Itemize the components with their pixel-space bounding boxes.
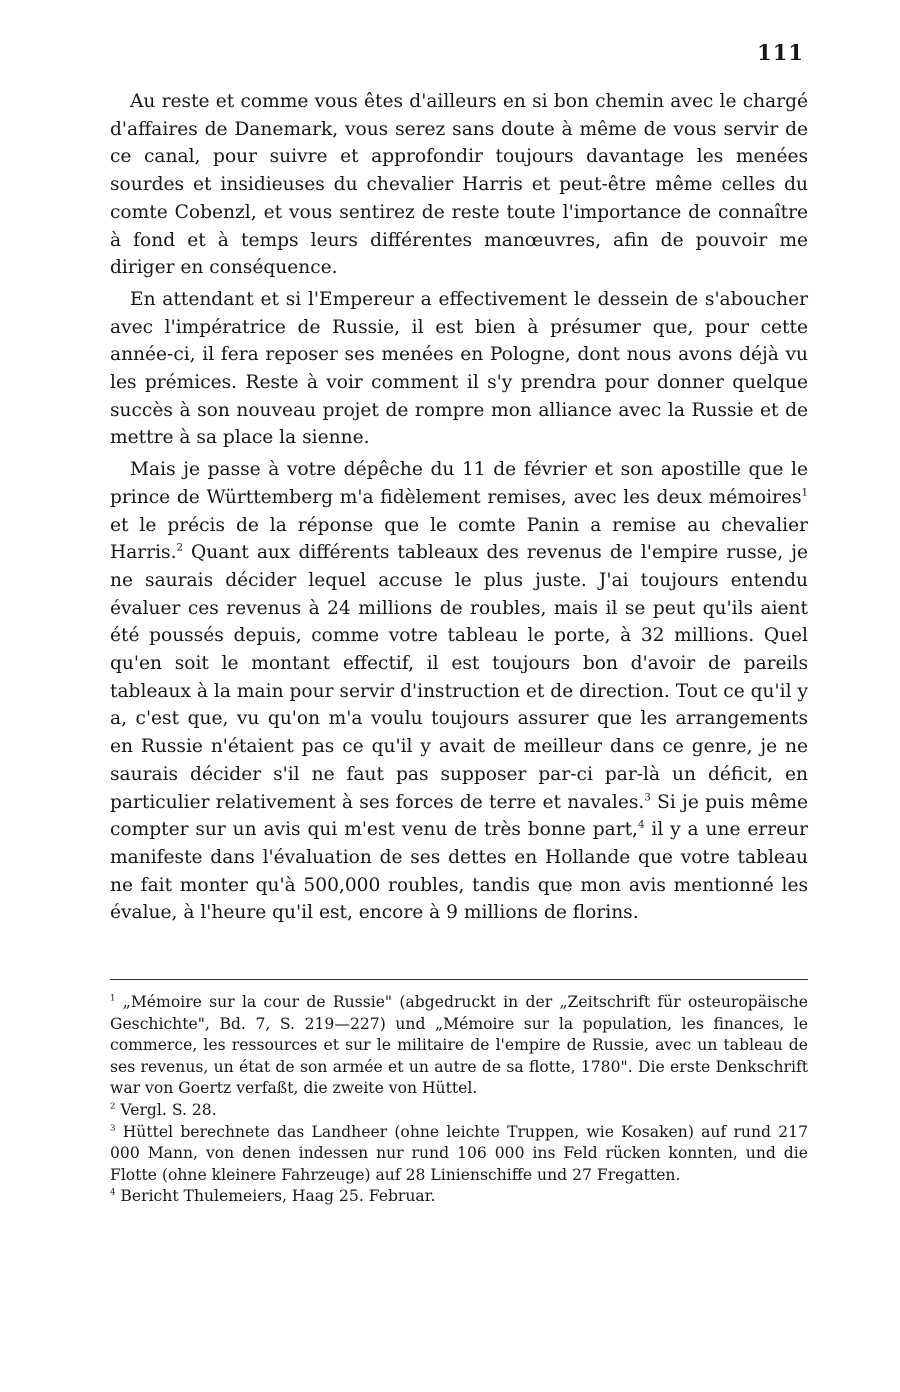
footnote-2 [110,1100,808,1122]
paragraph-3-text: Mais je passe à votre dépêche du 11 de février et son apostille que le prince de Württemberg m'a fidèlement remises, avec les deux mémoires [110,459,808,508]
paragraph-3-text: Quant aux différents tableaux des revenus de l'empire russe, je ne saurais décider lequel accuse le plus juste. J'ai toujours entendu évaluer ces revenus à 24 millions de roubles, mais il se peut qu'ils aient été poussés depuis, comme votre tableau le porte, à 32 millions. Quel qu'en soit le montant effectif, il est toujours bon d'avoir de pareils tableaux à la main pour servir d'instruction et de direction. Tout ce qu'il y a, c'est que, vu qu'on m'a voulu toujours assurer que les arrangements en Russie n'étaient pas ce qu'il y avait de meilleur dans ce genre, je ne saurais décider s'il ne faut pas supposer par-ci par-là un déficit, en particulier relativement à ses forces de terre et navales. [110,542,808,813]
paragraph-3-text: et le précis de la réponse que le comte Panin a remise au chevalier Harris. [110,514,808,564]
footnote-text: Hüttel berechnete das Landheer (ohne leichte Truppen, wie Kosaken) auf rund 217 000 Mann, von denen indessen nur rund 106 000 ins Feld rücken konnten, und die Flotte (ohne kleinere Fahrzeuge) auf 28 Linienschiffe und 27 Fregatten. [110,1122,808,1184]
footnote-text: Bericht Thulemeiers, Haag 25. Februar. [115,1187,436,1206]
paragraph-2: En attendant et si l'Empereur a effectivement le dessein de s'aboucher avec l'impératrice de Russie, il est bien à présumer que, pour cette année-ci, il fera reposer ses menées en Pologne, dont nous avons déjà vu les prémices. Reste à voir comment il s'y prendra pour donner quelque succès à son nouveau projet de rompre mon alliance avec la Russie et de mettre à sa place la sienne. [110,288,808,449]
footnote-ref-1: 1 [801,487,808,499]
footnote-text: „Mémoire sur la cour de Russie" (abgedruckt in der „Zeitschrift für osteuropäische Geschichte", Bd. 7, S. 219—227) und „Mémoire sur la population, les finances, le commerce, les ressources et sur le militaire de l'empire de Russie, avec un tableau de ses revenus, un état de son armée et un autre de sa flotte, 1780". Die erste Denkschrift war von Goertz verfaßt, die zweite von Hüttel. [110,993,808,1098]
footnote-separator [110,979,808,980]
main-text [110,88,808,931]
footnote-4 [110,1186,808,1208]
footnotes [110,992,808,1208]
footnote-ref-4: 4 [637,819,645,831]
footnote-marker: 4 [110,1187,116,1198]
footnote-3 [110,1122,808,1187]
footnote-marker: 3 [110,1123,116,1134]
footnote-ref-2: 2 [176,542,183,554]
footnote-ref-3: 3 [644,791,651,803]
footnote-text: Vergl. S. 28. [115,1100,217,1119]
page-number: 111 [757,40,804,65]
paragraph-3-text: Si je puis même compter sur un avis qui m'est venu de très bonne part, [110,791,808,841]
paragraph-3 [110,456,808,927]
paragraph-1: Au reste et comme vous êtes d'ailleurs en si bon chemin avec le chargé d'affaires de Danemark, vous serez sans doute à même de vous servir de ce canal, pour suivre et approfondir toujours davantage les menées sourdes et insidieuses du chevalier Harris et peut-être même celles du comte Cobenzl, et vous sentirez de reste toute l'importance de connaître à fond et à temps leurs différentes manœuvres, afin de pouvoir me diriger en conséquence. [110,91,808,279]
footnote-marker: 1 [110,993,116,1004]
footnote-1 [110,992,808,1100]
paragraph-3-text: il y a une erreur manifeste dans l'évaluation de ses dettes en Hollande que votre tableau ne fait monter qu'à 500,000 roubles, tandis que mon avis mentionné les évalue, à l'heure qu'il est, encore à 9 millions de florins. [110,819,808,924]
footnote-marker: 2 [110,1101,116,1112]
